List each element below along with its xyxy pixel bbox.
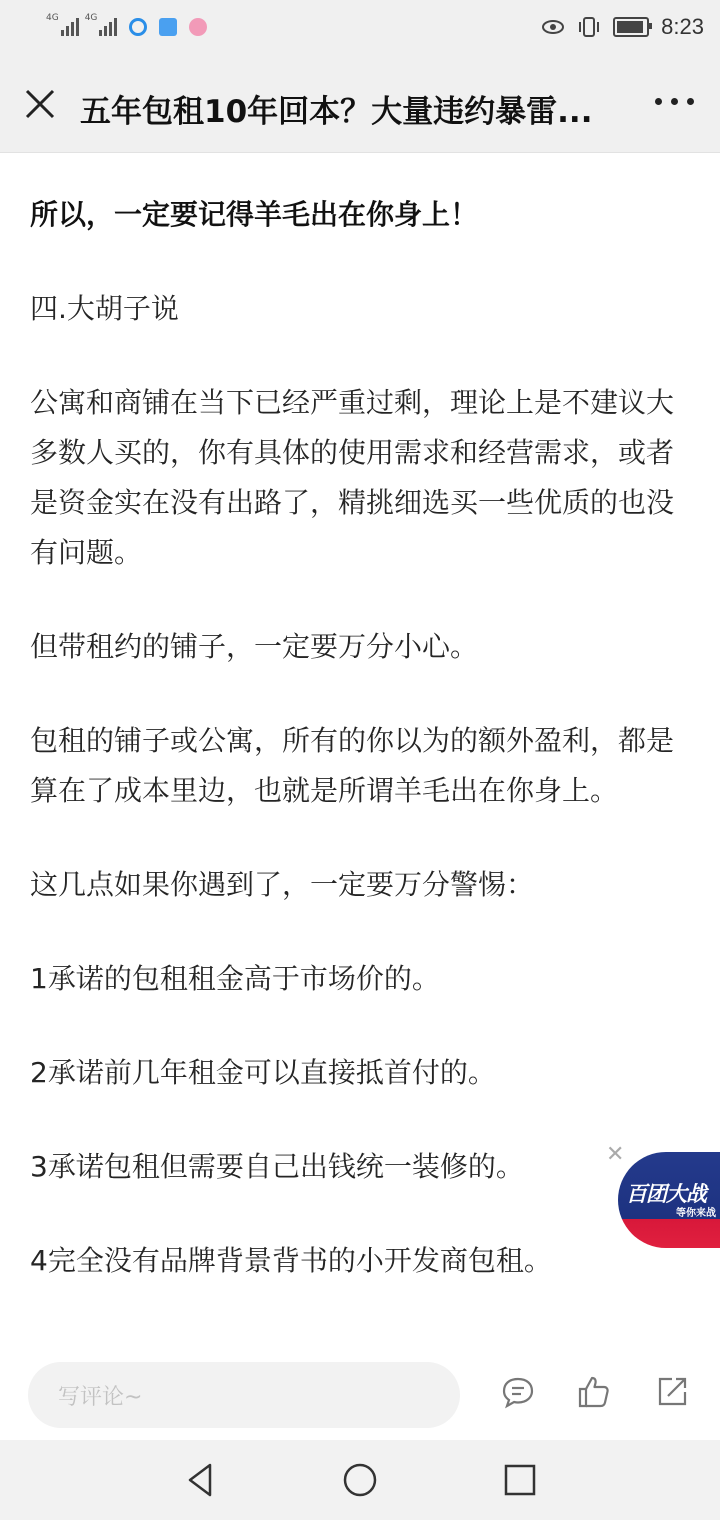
- status-right: [541, 14, 704, 40]
- app-notification-icon: [129, 18, 147, 36]
- signal-icon: [46, 14, 79, 36]
- article-paragraph: 3承诺包租但需要自己出钱统一装修的。: [30, 1150, 524, 1183]
- nav-back-icon[interactable]: [180, 1460, 220, 1500]
- more-dot: [687, 98, 694, 105]
- ad-sub-text: 等你来战: [676, 1208, 716, 1219]
- thumbs-up-icon[interactable]: [576, 1374, 612, 1410]
- article-paragraph: 2承诺前几年租金可以直接抵首付的。: [30, 1056, 496, 1089]
- close-icon[interactable]: [22, 86, 58, 122]
- battery-icon: [613, 17, 649, 37]
- article-paragraph: 包租的铺子或公寓，所有的你以为的额外盈利，都是算在了成本里边，也就是所谓羊毛出在你身上。: [30, 724, 675, 807]
- eye-icon: [541, 18, 565, 36]
- more-icon[interactable]: [655, 98, 694, 105]
- article-paragraph: 这几点如果你遇到了，一定要万分警惕：: [30, 868, 535, 901]
- signal-icon-2: [85, 14, 118, 36]
- comment-bar: [0, 1352, 720, 1440]
- vibrate-icon: [577, 16, 601, 38]
- more-dot: [671, 98, 678, 105]
- article-paragraph: 4完全没有品牌背景背书的小开发商包租。: [30, 1244, 552, 1277]
- app-notification-icon: [159, 18, 177, 36]
- ad-close-icon[interactable]: ✕: [606, 1142, 625, 1167]
- article-paragraph: 但带租约的铺子，一定要万分小心。: [30, 630, 479, 663]
- signal-label: 4G: [46, 13, 59, 23]
- article-body: [30, 190, 680, 1330]
- title-bar: [0, 58, 720, 153]
- more-dot: [655, 98, 662, 105]
- article-paragraph: 四.大胡子说: [30, 292, 179, 325]
- comment-icon[interactable]: [500, 1374, 536, 1410]
- ad-main-text: 百团大战: [626, 1182, 706, 1206]
- comment-placeholder: 写评论~: [58, 1385, 143, 1410]
- share-edit-icon[interactable]: [654, 1374, 690, 1410]
- nav-recents-icon[interactable]: [500, 1460, 540, 1500]
- status-left: [46, 14, 207, 36]
- status-bar: [0, 0, 720, 58]
- floating-ad-badge[interactable]: [618, 1152, 720, 1248]
- system-nav-bar: [0, 1440, 720, 1520]
- article-paragraph: 所以，一定要记得羊毛出在你身上！: [30, 198, 479, 231]
- article-paragraph: 公寓和商铺在当下已经严重过剩，理论上是不建议大多数人买的，你有具体的使用需求和经营需求，或者是资金实在没有出路了，精挑细选买一些优质的也没有问题。: [30, 386, 675, 569]
- status-time: 8:23: [661, 14, 704, 39]
- page-title: 五年包租10年回本？大量违约暴雷...: [80, 94, 593, 130]
- signal-label-2: 4G: [84, 13, 98, 23]
- article-paragraph: 1承诺的包租租金高于市场价的。: [30, 962, 440, 995]
- app-notification-icon: [189, 18, 207, 36]
- nav-home-icon[interactable]: [340, 1460, 380, 1500]
